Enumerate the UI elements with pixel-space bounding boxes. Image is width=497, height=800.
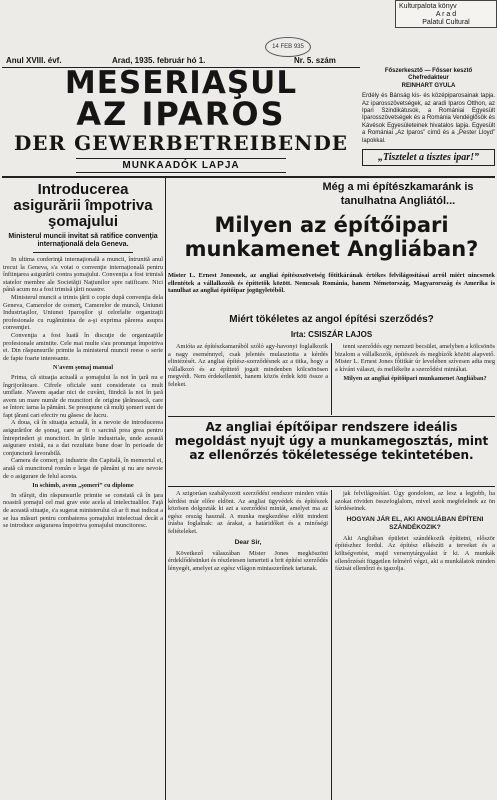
right-paragraph: Amióta az építészkamarából szóló agy-havonyi foglalkozik a nagy eseménnyel, csak jelentés mulasztotta a kérdés elintézését. Az angliai építész-szerződésnek az a titka, hogy a vállalkozó és az építtető jogait mindenben kölcsönösen megvédi. Nem érdekellentét, hanem közös érdek köti össze a feleket. xyxy=(168,343,328,388)
motto-box: „Tisztelet a tisztes ipar!” xyxy=(362,149,495,166)
right-column-d xyxy=(335,490,495,573)
left-paragraph: Camera de comerţ şi industrie din Capitală, în memoriul ei, arată că muncitorul român e legat de pământ şi nu are nevoie de o asigurare de felul acesta. xyxy=(3,457,163,480)
masthead-rule xyxy=(2,176,495,178)
editorial-paragraph: Erdély és Bánság kis- és középiparosainak lapja. Az iparosszövetségek, az aradi Iparos Otthon, az Ipari Szindikátusok, a Romániai Egyesült Iparosszövetségek és a Románia Vendéglősök és Kávésok Egyesületeinek hivatalos lapja. Egyesült a Romániai „Az Iparos” című és a „Pester Lloyd” lapokkal. xyxy=(362,93,495,144)
right-mid-headline: Miért tökéletes az angol építési szerződés? xyxy=(229,314,434,325)
left-headline: Introducerea asigurării împotriva şomajului xyxy=(13,181,153,230)
right-headline: Milyen az építőipari munkamenet Angliában? xyxy=(184,213,479,261)
right-column-b xyxy=(335,343,495,385)
right-intro: Mister L. Ernest Jonesnek, az angliai építészszövetség főtitkárának értékes felvilágosításai arról miért nincsenek ellentétek a vállalkozók és építtetők között. Nemcsak Románia, hanem Németország, Magyarország és Amerika is tanulhat az angliai építőipar jogügyletéből. xyxy=(168,272,495,295)
section-rule xyxy=(168,416,495,417)
editor-subtitle: Chefredakteur xyxy=(408,75,449,82)
left-body xyxy=(3,256,163,530)
column-divider xyxy=(331,490,332,800)
library-stamp xyxy=(395,0,497,28)
byline: Irta: CSISZÁR LAJOS xyxy=(290,330,373,339)
right-paragraph: Aki Angliában épületet szándékozik építtetni, először építészhez fordul. Az építész elkészíti a terveket és a költségvetést, majd versenytárgyalást ír ki. A munkák ellenőrzését független felmérő végzi, aki a munkálatok minden fázisát ellenőrzi és igazolja. xyxy=(335,534,495,573)
right-kicker: Még a mi építészkamaránk is tanulhatna Angliától... xyxy=(322,181,474,207)
right-paragraph: jak felvilágosítást. Úgy gondolom, az lesz a legjobb, ha azokat röviden összefoglalom, mivel azok megfelelnek az ön kérdéseinek. xyxy=(335,490,495,513)
issue-number: Nr. 5. szám xyxy=(294,56,336,65)
left-rule xyxy=(33,252,133,253)
right-paragraph: A szigorúan szabályozott szerződési rendszer minden vitás kérdést már előre eldönt. Az angliai ügyvédek és építészek közösen dolgozták ki azt a szerződési mintát, amelyet ma az egész ország használ. A munka megkezdése előtt mindent írásba foglalnak: az árakat, a határidőket és a minőségi feltételeket. xyxy=(168,490,328,535)
letter-salutation: Dear Sir, xyxy=(234,538,262,546)
left-paragraph: Prima, că situaţia actuală a şomajului la noi în ţară nu e îngrijorătoare. Cifrele oficiale sunt considerate ca mult umflate. N'avem aşadar nici de cuvânt, fiindcă la noi în ţară avem un mare număr de muncitori de origine ţărănească, care se întorc iarna la pământ. Se presupune că mulţi şomeri sunt de fapt ţărani cari efectiv nu găsesc de lucru. xyxy=(3,373,163,419)
masthead-title-hu: AZ IPAROS xyxy=(76,95,286,133)
right-column-c xyxy=(168,490,328,572)
editorial-box xyxy=(362,68,495,166)
editor-name: REINHART GYULA xyxy=(401,82,456,89)
left-paragraph: In ultima conferinţă internaţională a muncii, întrunită anul trecut la Geneva, s'a votat o convenţie internaţională pentru înfiinţarea asigurării contra şomajului. Convenţia a fost trimisă statelor membre ale Societăţii Naţiunilor spre ratificare. Nici până acum nu a fost trimisă ţării noastre. xyxy=(3,256,163,294)
date-stamp: 14 FEB 935 xyxy=(265,37,311,57)
left-article xyxy=(3,182,163,530)
left-paragraph: A doua, că în situaţia actuală, în a nevoie de introducerea asigurărilor de şomaj, care ar fi o sarcină prea grea pentru întreprinderi şi muncitori. In ţările industriale, unde această asigurare există, ea a dat rezultate bune doar în perioade de conjunctură favorabilă. xyxy=(3,419,163,457)
masthead-title-ro: MESERIAŞUL xyxy=(64,65,298,101)
right-paragraph: Következő válaszában Mister Jones megköszöni érdeklődésünket és részletesen ismerteti a brit építési szerződés lényegét, amelyet az egész világon mintaszerűnek tartanak. xyxy=(168,549,328,572)
stamp-line-3: Palatul Cultural xyxy=(422,19,470,26)
masthead xyxy=(2,65,360,173)
place-date: Arad, 1935. február hó 1. xyxy=(112,56,206,65)
masthead-subtitle: MUNKAADÓK LAPJA xyxy=(76,158,286,173)
right-paragraph: tenni szerződés egy nemzeti becsület, amelyben a kölcsönös bizalom a vállalkozók, építészek és megbízók között alapvető. Mister L. Ernest Jones főtitkár úr levelében szívesen adta meg a kívánt választ, és mellékelte a szerződési mintákat. xyxy=(335,343,495,373)
right-subhead: Milyen az angliai építőipari munkamenet Angliában? xyxy=(343,375,487,383)
section-rule xyxy=(168,486,495,487)
left-paragraph: In sfârşit, din răspunsurile primite se constată că în ţara noastră şomajul cel mai grav este acela al intelectualilor. Faţă de această situaţie, s'a sugerat ministerului că ar fi mai indicat a se lua măsuri pentru combaterea şomajului intelectual decât a se introduce asigurarea împotriva şomajului muncitoresc. xyxy=(3,491,163,530)
stamp-line-2: A r a d xyxy=(435,11,457,18)
editor-title: Főszerkesztő — Fősser kesztő xyxy=(384,68,473,74)
left-paragraph: Convenţia a fost luată în discuţie de organizaţiile profesionale amintite. Cele mai multe s'au pronunţat împotriva ei. Din răspunsurile primite la ministerul muncii reese o serie de fapte foarte interesante. xyxy=(3,331,163,362)
right-second-headline: Az angliai építőipar rendszere ideális megoldást nyujt úgy a munkamegosztás, mint az ellenőrzés tökéletessége tekintetében. xyxy=(174,420,489,462)
stamp-line-1: Kulturpalota könyv xyxy=(399,3,457,10)
left-paragraph: Ministerul muncii a trimis ţării o copie după convenţia dela Geneva, Camerelor de comerţ, Camerelor de muncă, Uniunei Industriaşilor, Uniunei Iparoşilor şi celorlalte organizaţii profesionale cu rugămintea de a-şi exprima părerea asupra convenţiei. xyxy=(3,293,163,332)
left-subheadline: Ministerul muncii invitat să ratifice convenţia internaţională dela Geneva. xyxy=(8,233,158,248)
right-subhead: HOGYAN JÁR EL, AKI ANGLIÁBAN ÉPÍTENI SZÁNDÉKOZIK? xyxy=(346,515,484,531)
column-divider xyxy=(331,343,332,415)
left-subhead: In schimb, avem „şomeri” cu diplome xyxy=(32,482,134,490)
masthead-title-de: DER GEWERBETREIBENDE xyxy=(13,131,349,155)
right-column-a xyxy=(168,343,328,389)
year-label: Anul XVIII. évf. xyxy=(6,56,62,65)
left-subhead: N'avem şomaj manual xyxy=(52,364,114,372)
column-divider xyxy=(165,178,166,800)
